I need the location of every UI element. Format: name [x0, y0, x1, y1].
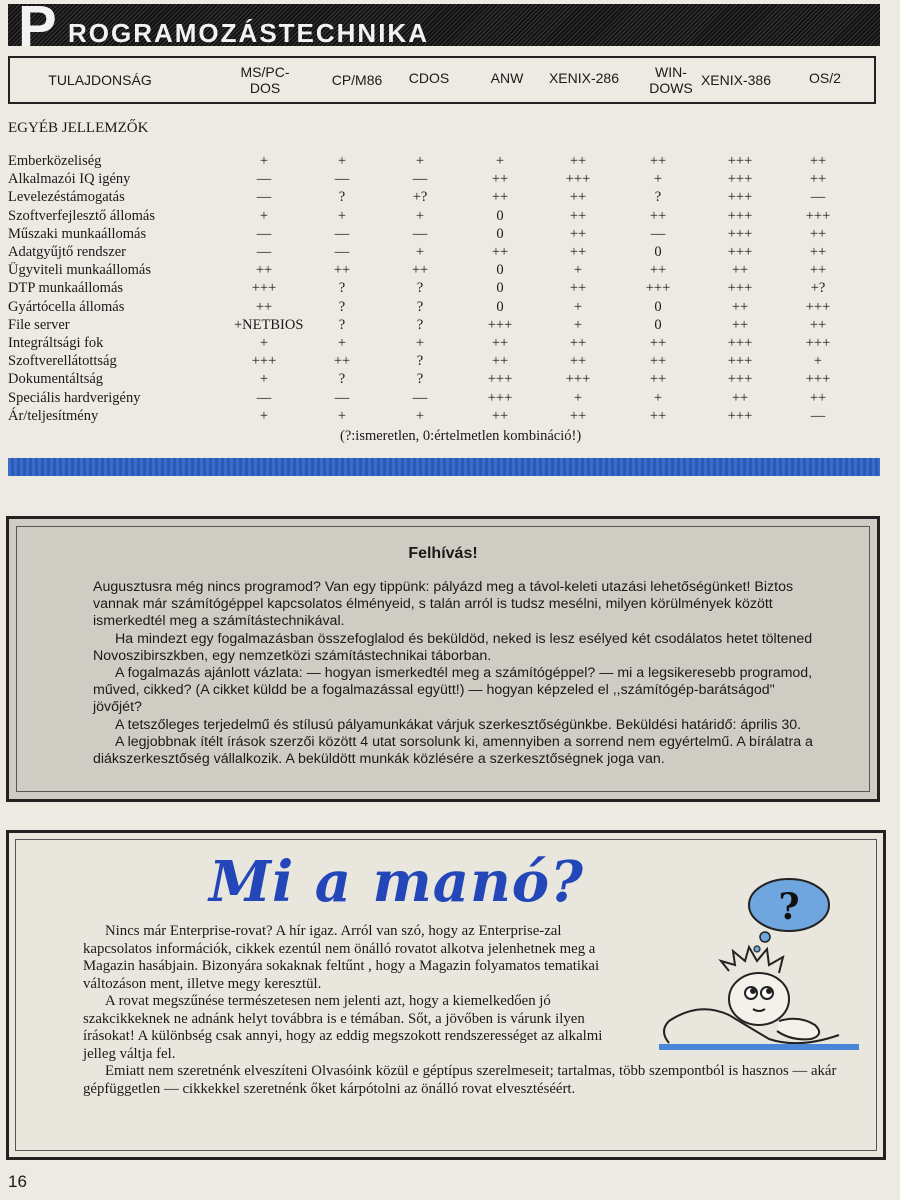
row-value: +	[415, 153, 425, 169]
kid-icon	[659, 947, 859, 1047]
row-value: +++	[251, 353, 277, 370]
row-label: Műszaki munkaállomás	[8, 225, 147, 242]
row-value: 0	[496, 207, 504, 224]
row-value: ++	[649, 335, 667, 351]
row-value: ++	[569, 153, 587, 169]
row-value: ++	[569, 353, 587, 370]
announcement-paragraph: Augusztusra még nincs programod? Van egy tippünk: pályázd meg a távol-keleti utazási lehetőségünket! Biztos vannak már számítógéppel kapcsolatos élményeid, s talán arról is tudsz mesélni, milyen körülmények között ismerkedtél meg a számítástechnikával.	[93, 579, 794, 630]
row-value: +++	[727, 407, 753, 424]
row-value: ++	[569, 244, 587, 260]
row-value: ++	[809, 171, 827, 188]
row-value: 0	[496, 225, 504, 242]
row-value: ++	[809, 262, 827, 279]
row-value: ++	[411, 262, 429, 279]
row-label: Szoftverfejlesztő állomás	[8, 207, 155, 224]
table-row	[8, 408, 878, 426]
row-value: +++	[805, 207, 831, 224]
row-value: ++	[649, 207, 667, 224]
table-row	[8, 299, 878, 317]
row-value: —	[810, 407, 826, 424]
row-value: +?	[810, 280, 826, 297]
col-header-msdos: MS/PC- DOS	[240, 64, 290, 96]
row-value: +++	[727, 189, 753, 206]
row-value: +	[337, 407, 347, 424]
row-label: Adatgyűjtő rendszer	[8, 244, 126, 260]
table-row	[8, 371, 878, 389]
row-value: +	[415, 335, 425, 351]
row-value: —	[412, 171, 428, 188]
row-value: 0	[496, 298, 504, 315]
row-value: ++	[649, 371, 667, 388]
row-value: +++	[251, 280, 277, 297]
row-value: +	[337, 207, 347, 224]
row-value: +	[415, 407, 425, 424]
row-value: +++	[727, 335, 753, 351]
row-value: ++	[255, 262, 273, 279]
row-value: +++	[565, 371, 591, 388]
row-value: —	[334, 171, 350, 188]
row-label: Ár/teljesítmény	[8, 407, 99, 424]
thinking-kid-illustration	[649, 871, 869, 1071]
row-value: ++	[491, 244, 509, 260]
announcement-paragraph: A legjobbnak ítélt írások szerzői között 4 utat sorsolunk ki, amennyiben a sorrend nem egyértelmű. A bírálatra a diákszerkesztőség vállalkozik. A beküldött munkák közlésére a szerkesztőségnek joga van.	[93, 733, 813, 768]
table-note: (?:ismeretlen, 0:értelmetlen kombináció!)	[340, 428, 582, 444]
row-value: +++	[727, 225, 753, 242]
row-value: +	[573, 316, 583, 333]
table-row	[8, 153, 878, 171]
table-row	[8, 335, 878, 353]
row-value: +++	[727, 171, 753, 188]
row-value: ++	[491, 335, 509, 351]
row-value: —	[256, 189, 272, 206]
table-header	[8, 56, 876, 104]
row-value: ?	[338, 280, 346, 297]
article-title: Mi a manó?	[209, 849, 584, 915]
row-value: ++	[491, 171, 509, 188]
row-value: ++	[569, 335, 587, 351]
article-paragraph: Emiatt nem szeretnénk elveszíteni Olvasóink közül e géptípus szerelmeseit; tartalmas, több szempontból is hasznos — akár gépfüggetlen — cikkekkel szeretnénk őket kárpótolni az önálló rovat elvesztéséért.	[83, 1063, 837, 1097]
row-label: Levelezéstámogatás	[8, 189, 125, 206]
row-value: ++	[649, 407, 667, 424]
row-value: ++	[809, 244, 827, 260]
table-row	[8, 244, 878, 262]
row-value: —	[256, 244, 272, 260]
row-value: ++	[809, 153, 827, 169]
row-value: +	[259, 153, 269, 169]
col-header-property: TULAJDONSÁG	[48, 72, 152, 88]
row-value: ++	[649, 153, 667, 169]
row-label: Alkalmazói IQ igény	[8, 171, 131, 188]
row-value: +	[415, 244, 425, 260]
banner-initial: P	[18, 4, 55, 46]
row-value: +	[495, 153, 505, 169]
col-header-cdos: CDOS	[408, 70, 450, 86]
row-value: ++	[333, 353, 351, 370]
row-value: ?	[416, 280, 424, 297]
row-value: ?	[416, 316, 424, 333]
row-value: 0	[654, 316, 662, 333]
row-label: Emberközeliség	[8, 153, 102, 169]
table-row	[8, 171, 878, 189]
row-value: +	[259, 407, 269, 424]
row-value: 0	[654, 298, 662, 315]
banner-title: ROGRAMOZÁSTECHNIKA	[68, 18, 429, 46]
row-value: +++	[727, 280, 753, 297]
table-row	[8, 189, 878, 207]
row-value: +++	[805, 298, 831, 315]
row-value: +	[259, 207, 269, 224]
announcement-text	[93, 579, 823, 768]
row-value: +	[573, 389, 583, 406]
row-value: +++	[727, 353, 753, 370]
table-row	[8, 317, 878, 335]
row-value: ?	[338, 298, 346, 315]
row-value: +++	[487, 371, 513, 388]
row-value: +NETBIOS	[234, 316, 304, 333]
row-value: +++	[645, 280, 671, 297]
row-value: ++	[649, 262, 667, 279]
row-value: ++	[731, 262, 749, 279]
announcement-paragraph: A fogalmazás ajánlott vázlata: — hogyan ismerkedtél meg a számítógéppel? — mi a legsikeresebb programod, műved, cikked? (A cikket küldd be a fogalmazással együtt!) — hogyan képzeled el ,,számítógép-barátságod" jövőjét?	[93, 665, 813, 716]
row-label: DTP munkaállomás	[8, 280, 124, 297]
table-row	[8, 353, 878, 371]
question-mark: ?	[778, 886, 800, 928]
article-text	[83, 923, 837, 1098]
row-value: +	[653, 389, 663, 406]
row-label: Ügyviteli munkaállomás	[8, 262, 151, 279]
row-value: ++	[649, 353, 667, 370]
table-row	[8, 262, 878, 280]
col-header-cpm86: CP/M86	[331, 72, 383, 88]
table-row	[8, 226, 878, 244]
announcement-paragraph: Ha mindezt egy fogalmazásban összefoglalod és beküldöd, neked is lesz esélyed két csodálatos hetet töltened Novoszibirszkben, egy nemzetközi számítástechnikai táborban.	[93, 630, 813, 664]
row-value: +	[337, 335, 347, 351]
row-value: ++	[491, 189, 509, 206]
row-value: +	[813, 353, 823, 370]
row-value: ?	[416, 371, 424, 388]
row-value: ++	[809, 225, 827, 242]
row-value: ++	[731, 316, 749, 333]
row-value: ++	[255, 298, 273, 315]
row-value: 0	[496, 262, 504, 279]
article-paragraph: Nincs már Enterprise-rovat? A hír igaz. Arról van szó, hogy az Enterprise-zal kapcsolatos információk, cikkek ezentúl nem önálló rovatot alkotva jelenhetnek meg a Magazin hasábjain. Bizonyára sokaknak feltűnt , hogy a Magazin folyamatos tematikai változáson ment, illetve megy keresztül.	[83, 923, 600, 992]
row-value: +++	[805, 335, 831, 351]
row-value: —	[412, 389, 428, 406]
row-value: —	[256, 171, 272, 188]
row-value: —	[412, 225, 428, 242]
row-value: ?	[416, 298, 424, 315]
row-value: 0	[496, 280, 504, 297]
row-value: —	[334, 225, 350, 242]
row-label: Speciális hardverigény	[8, 389, 141, 406]
row-value: +++	[727, 371, 753, 388]
row-value: +	[573, 262, 583, 279]
row-value: ?	[338, 189, 346, 206]
row-value: ++	[809, 389, 827, 406]
row-label: Szoftverellátottság	[8, 353, 117, 370]
row-label: Dokumentáltság	[8, 371, 104, 388]
thought-bubble-icon	[749, 879, 829, 952]
row-value: —	[650, 225, 666, 242]
row-value: —	[256, 225, 272, 242]
row-value: 0	[654, 244, 662, 260]
row-label: Gyártócella állomás	[8, 298, 125, 315]
col-header-xenix286: XENIX-286	[548, 70, 620, 86]
row-value: +++	[565, 171, 591, 188]
row-value: ?	[654, 189, 662, 206]
row-value: ++	[569, 280, 587, 297]
section-banner	[8, 4, 880, 46]
col-header-windows: WIN- DOWS	[649, 64, 693, 96]
col-header-anw: ANW	[490, 70, 524, 86]
col-header-os2: OS/2	[809, 70, 841, 86]
row-value: ?	[338, 371, 346, 388]
section-title: EGYÉB JELLEMZŐK	[8, 120, 149, 136]
row-value: +	[573, 298, 583, 315]
row-value: ++	[569, 189, 587, 206]
row-value: ?	[416, 353, 424, 370]
row-value: —	[256, 389, 272, 406]
row-value: +	[337, 153, 347, 169]
row-value: —	[334, 244, 350, 260]
row-value: ++	[731, 389, 749, 406]
row-value: ++	[491, 407, 509, 424]
row-value: +++	[487, 389, 513, 406]
row-value: +	[259, 371, 269, 388]
divider-bar	[8, 458, 880, 476]
row-label: Integráltsági fok	[8, 335, 104, 351]
page-number: 16	[8, 1172, 27, 1191]
row-value: +	[259, 335, 269, 351]
article-paragraph: A rovat megszűnése természetesen nem jelenti azt, hogy a kiemelkedően jó szakcikkeknek ne adnánk helyt továbbra is e témában. Sőt, a jövőben is várunk ilyen írásokat! A különbség csak annyi, hogy az eddig megszokott rendszerességet az alkalmi jelleg váltja fel.	[83, 993, 603, 1062]
table-row	[8, 390, 878, 408]
announcement-box	[6, 516, 880, 802]
row-value: +++	[727, 207, 753, 224]
article-box	[6, 830, 886, 1160]
col-header-xenix386: XENIX-386	[700, 72, 772, 88]
row-value: +++	[805, 371, 831, 388]
row-value: ++	[569, 407, 587, 424]
row-value: +++	[727, 244, 753, 260]
row-value: ++	[491, 353, 509, 370]
row-value: —	[334, 389, 350, 406]
announcement-title: Felhívás!	[408, 545, 478, 562]
row-value: +?	[412, 189, 428, 206]
row-value: +++	[487, 316, 513, 333]
row-value: +	[415, 207, 425, 224]
row-value: +++	[727, 153, 753, 169]
row-value: +	[653, 171, 663, 188]
table-row	[8, 208, 878, 226]
row-value: ++	[569, 225, 587, 242]
table-row	[8, 280, 878, 298]
row-value: ?	[338, 316, 346, 333]
row-value: —	[810, 189, 826, 206]
row-value: ++	[809, 316, 827, 333]
row-value: ++	[731, 298, 749, 315]
row-value: ++	[333, 262, 351, 279]
row-label: File server	[8, 316, 70, 333]
row-value: ++	[569, 207, 587, 224]
announcement-paragraph: A tetszőleges terjedelmű és stílusú pályamunkákat várjuk szerkesztőségünkbe. Beküldési határidő: április 30.	[115, 716, 802, 733]
